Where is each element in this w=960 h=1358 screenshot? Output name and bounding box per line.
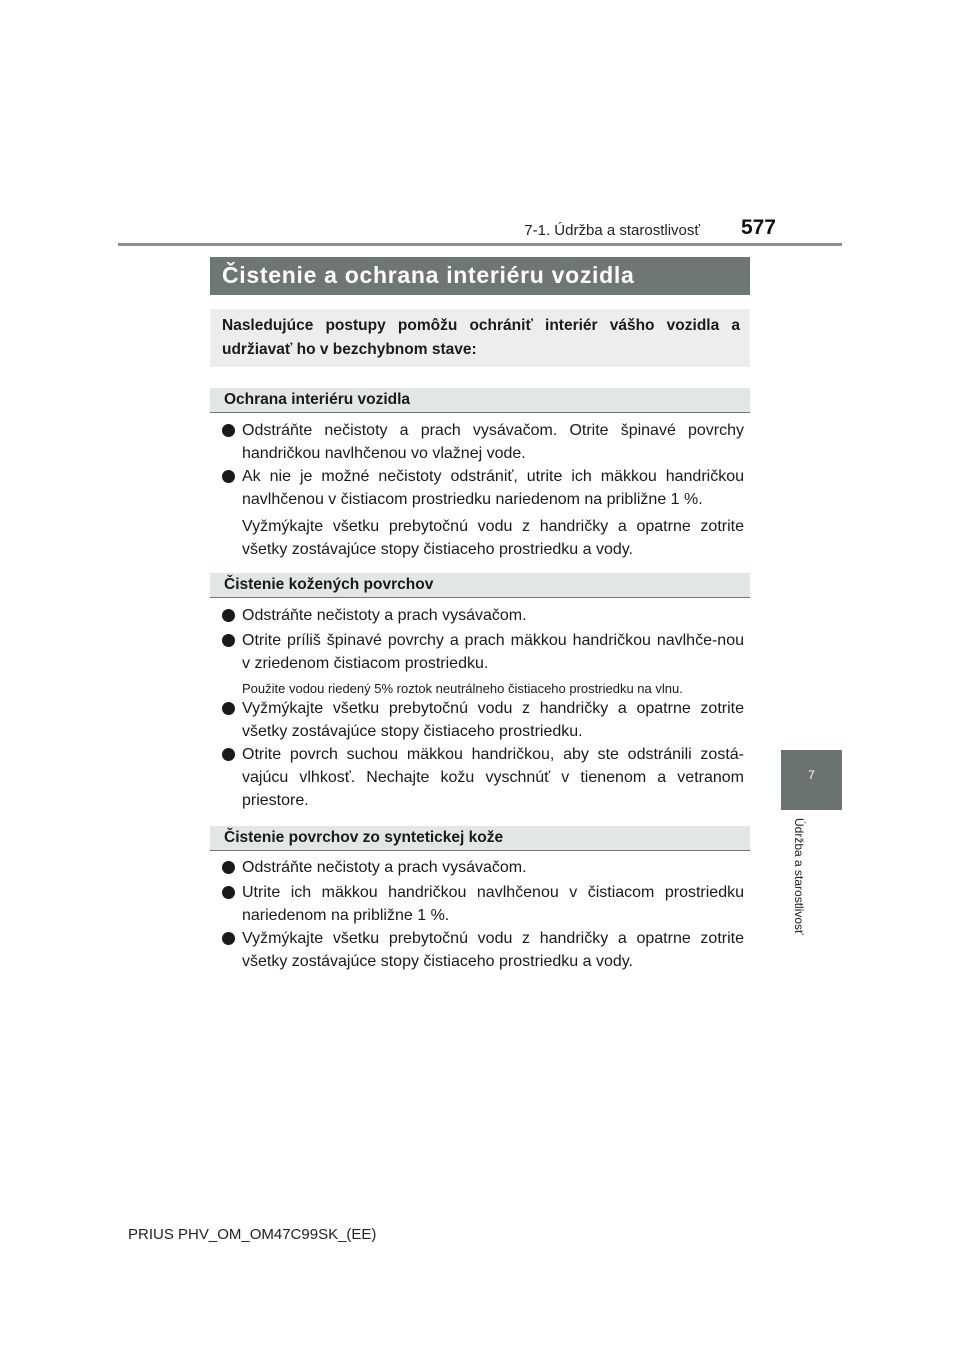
- bullet-text: Otrite príliš špinavé povrchy a prach mäkkou handričkou navlhče-nou v zriedenom čistiacom prostriedku.: [242, 632, 744, 672]
- bullet-icon: [222, 886, 235, 899]
- chapter-tab-label: Údržba a starostlivosť: [792, 818, 806, 935]
- bullet-icon: [222, 702, 235, 715]
- bullet-text: Odstráňte nečistoty a prach vysávačom.: [242, 607, 527, 624]
- running-header-section: 7-1. Údržba a starostlivosť: [524, 222, 700, 239]
- paragraph-text: Vyžmýkajte všetku prebytočnú vodu z handričky a opatrne zotrite všetky zostávajúce stopy čistiaceho prostriedku a vody.: [242, 518, 744, 558]
- bullet-text: Odstráňte nečistoty a prach vysávačom. Otrite špinavé povrchy handričkou navlhčenou vo vlažnej vode.: [242, 422, 744, 462]
- bullet-text: Odstráňte nečistoty a prach vysávačom.: [242, 859, 527, 876]
- bullet-icon: [222, 470, 235, 483]
- bullet-text: Utrite ich mäkkou handričkou navlhčenou v čistiacom prostriedku nariedenom na približne 1 %.: [242, 884, 744, 924]
- page-title: Čistenie a ochrana interiéru vozidla: [222, 262, 635, 288]
- bullet-text: Otrite povrch suchou mäkkou handričkou, aby ste odstránili zostá-vajúcu vlhkosť. Nechajte kožu vyschnúť v tienenom a vetranom priestore.: [242, 746, 744, 809]
- bullet-text: Vyžmýkajte všetku prebytočnú vodu z handričky a opatrne zotrite všetky zostávajúce stopy čistiaceho prostriedku a vody.: [242, 930, 744, 970]
- bullet-icon: [222, 748, 235, 761]
- bullet-text: Vyžmýkajte všetku prebytočnú vodu z handričky a opatrne zotrite všetky zostávajúce stopy čistiaceho prostriedku.: [242, 700, 744, 740]
- chapter-tab-number: 7: [808, 768, 815, 782]
- bullet-icon: [222, 609, 235, 622]
- bullet-icon: [222, 424, 235, 437]
- footer-document-id: PRIUS PHV_OM_OM47C99SK_(EE): [128, 1226, 377, 1243]
- note-text: Použite vodou riedený 5% roztok neutrálneho čistiaceho prostriedku na vlnu.: [242, 681, 683, 696]
- intro-text: Nasledujúce postupy pomôžu ochrániť interiér vášho vozidla a udržiavať ho v bezchybnom stave:: [222, 317, 740, 358]
- subheading-synthetic-leather: Čistenie povrchov zo syntetickej kože: [224, 829, 504, 846]
- bullet-icon: [222, 932, 235, 945]
- subheading-leather-cleaning: Čistenie kožených povrchov: [224, 576, 434, 593]
- bullet-icon: [222, 861, 235, 874]
- header-rule: [118, 243, 842, 246]
- bullet-icon: [222, 634, 235, 647]
- bullet-text: Ak nie je možné nečistoty odstrániť, utrite ich mäkkou handričkou navlhčenou v čistiacom prostriedku nariedenom na približne 1 %.: [242, 468, 744, 508]
- subheading-interior-protection: Ochrana interiéru vozidla: [224, 391, 411, 408]
- page-number: 577: [740, 216, 776, 239]
